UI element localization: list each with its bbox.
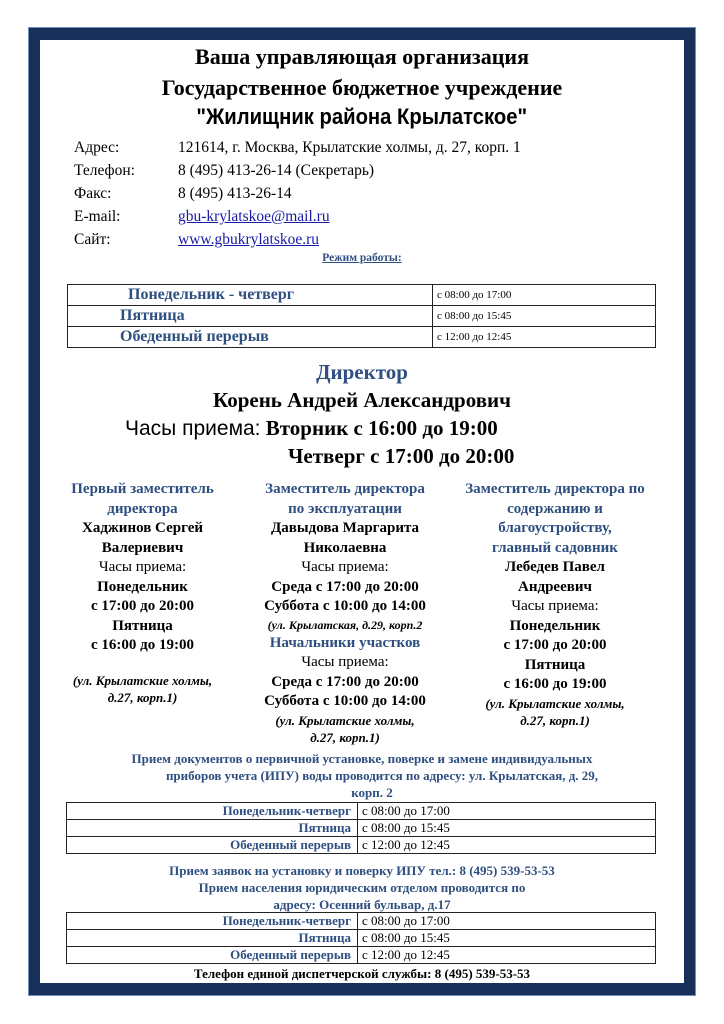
deputy-title: по эксплуатации (288, 500, 402, 517)
page-content (40, 40, 684, 983)
deputy-title: Первый заместитель (71, 481, 214, 497)
day-cell: Пятница (68, 306, 433, 327)
deputy-title: Заместитель директора по (465, 481, 645, 497)
address-label: Адрес: (74, 139, 120, 156)
legal-table (66, 912, 656, 964)
ipu-docs-notice (40, 750, 684, 801)
deputy-name: Хаджинов Сергей (82, 520, 203, 536)
site-link[interactable]: www.gbukrylatskoe.ru (178, 231, 320, 248)
time-cell: с 08:00 до 15:45 (358, 820, 656, 837)
director-name: Корень Андрей Александрович (213, 388, 511, 412)
table-row (67, 930, 656, 947)
deputy-address: (ул. Крылатские холмы, (72, 672, 213, 688)
director-title: Директор (316, 360, 408, 384)
hours-saturday: Суббота с 10:00 до 14:00 (264, 598, 426, 614)
director-hours-1 (125, 416, 498, 441)
hours-time: с 17:00 до 20:00 (91, 598, 194, 614)
director-hours-thursday: Четверг с 17:00 до 20:00 (288, 444, 515, 468)
fax-label: Факс: (74, 185, 112, 202)
time-cell: с 08:00 до 15:45 (433, 306, 656, 327)
day-cell: Понедельник-четверг (67, 913, 358, 930)
ipu-docs-table (66, 802, 656, 854)
hours-label: Часы приема: (301, 559, 389, 575)
deputy-title: главный садовник (492, 539, 618, 556)
deputy-name: Лебедев Павел (505, 559, 605, 575)
table-row (68, 285, 656, 306)
phone-label: Телефон: (74, 162, 135, 179)
table-row (67, 837, 656, 854)
table-row (67, 947, 656, 964)
day-cell: Понедельник - четверг (68, 285, 433, 306)
header-line-1: Ваша управляющая организация (195, 44, 529, 69)
table-row (68, 327, 656, 348)
deputy-address: д.27, корп.1) (107, 689, 178, 705)
hours-label: Часы приема: (511, 598, 599, 614)
address-value: 121614, г. Москва, Крылатские холмы, д. 27, корп. 1 (178, 139, 521, 156)
ipu-docs-line: приборов учета (ИПУ) воды проводится по адресу: ул. Крылатская, д. 29, (165, 768, 599, 783)
hours-label: Часы приема: (301, 654, 389, 670)
site-label: Сайт: (74, 231, 111, 248)
hours-time: с 16:00 до 19:00 (503, 676, 607, 692)
time-cell: с 08:00 до 17:00 (358, 913, 656, 930)
time-cell: с 12:00 до 12:45 (358, 837, 656, 854)
deputy-address: (ул. Крылатская, д.29, корп.2 (267, 617, 423, 632)
day-cell: Пятница (67, 820, 358, 837)
deputy-first (40, 480, 245, 706)
ipu-docs-line: Прием документов о первичной установке, поверке и замене индивидуальных (131, 751, 593, 766)
ipu-docs-line: корп. 2 (351, 785, 393, 800)
hours-day: Пятница (112, 617, 173, 634)
hours-wednesday: Среда с 17:00 до 20:00 (271, 578, 419, 595)
day-cell: Обеденный перерыв (67, 837, 358, 854)
hours-day: Понедельник (509, 617, 601, 634)
deputy-address: д.27, корп.1) (520, 712, 590, 728)
page-frame (29, 28, 695, 995)
time-cell: с 08:00 до 15:45 (358, 930, 656, 947)
ipu-phone-line: Прием заявок на установку и поверку ИПУ тел.: 8 (495) 539-53-53 (169, 863, 555, 878)
hours-time: с 16:00 до 19:00 (91, 637, 194, 653)
email-link[interactable]: gbu-krylatskoe@mail.ru (178, 208, 330, 225)
phone-value: 8 (495) 413-26-14 (Секретарь) (178, 162, 375, 179)
deputy-title: благоустройству, (498, 520, 612, 536)
chiefs-address: (ул. Крылатские холмы, (275, 712, 415, 728)
day-cell: Обеденный перерыв (68, 327, 433, 348)
table-row (67, 820, 656, 837)
deputy-name: Валериевич (101, 539, 184, 556)
header-line-2: Государственное бюджетное учреждение (161, 75, 563, 100)
time-cell: с 08:00 до 17:00 (433, 285, 656, 306)
hours-label: Часы приема: (98, 559, 187, 575)
deputy-title: Заместитель директора (265, 481, 425, 497)
hours-day: Понедельник (97, 578, 188, 595)
table-row (67, 803, 656, 820)
time-cell: с 12:00 до 12:45 (358, 947, 656, 964)
hours-time: с 17:00 до 20:00 (503, 637, 607, 653)
hours-day: Пятница (524, 656, 586, 673)
deputy-title: содержанию и (507, 500, 603, 517)
fax-value: 8 (495) 413-26-14 (178, 185, 292, 202)
work-mode-table (67, 284, 656, 348)
day-cell: Понедельник-четверг (67, 803, 358, 820)
legal-line: адресу: Осенний бульвар, д.17 (273, 897, 451, 912)
day-cell: Пятница (67, 930, 358, 947)
deputy-name: Николаевна (303, 539, 387, 556)
hours-wednesday: Среда с 17:00 до 20:00 (271, 673, 419, 690)
time-cell: с 08:00 до 17:00 (358, 803, 656, 820)
deputy-maintenance (445, 480, 665, 729)
chiefs-address: д.27, корп.1) (310, 729, 380, 745)
section-chiefs-title: Начальники участков (269, 634, 421, 651)
org-name: "Жилищник района Крылатское" (196, 104, 528, 129)
email-label: E-mail: (74, 208, 121, 225)
org-name-wrap (40, 104, 684, 130)
dispatch-phone: Телефон единой диспетчерской службы: 8 (495) 539-53-53 (193, 966, 531, 981)
deputy-name: Андреевич (518, 578, 592, 595)
hours-saturday: Суббота с 10:00 до 14:00 (264, 693, 426, 709)
time-cell: с 12:00 до 12:45 (433, 327, 656, 348)
deputy-operations (240, 480, 450, 746)
director-hours-label: Часы приема: (125, 417, 261, 440)
table-row (68, 306, 656, 327)
work-mode-title: Режим работы: (322, 252, 402, 264)
deputy-title: директора (107, 500, 178, 517)
deputy-name: Давыдова Маргарита (270, 520, 420, 536)
deputy-address: (ул. Крылатские холмы, (485, 695, 625, 711)
director-hours-tuesday: Вторник с 16:00 до 19:00 (265, 416, 498, 440)
legal-line: Прием населения юридическим отделом проводится по (198, 880, 526, 895)
table-row (67, 913, 656, 930)
legal-notice (40, 862, 684, 913)
day-cell: Обеденный перерыв (67, 947, 358, 964)
